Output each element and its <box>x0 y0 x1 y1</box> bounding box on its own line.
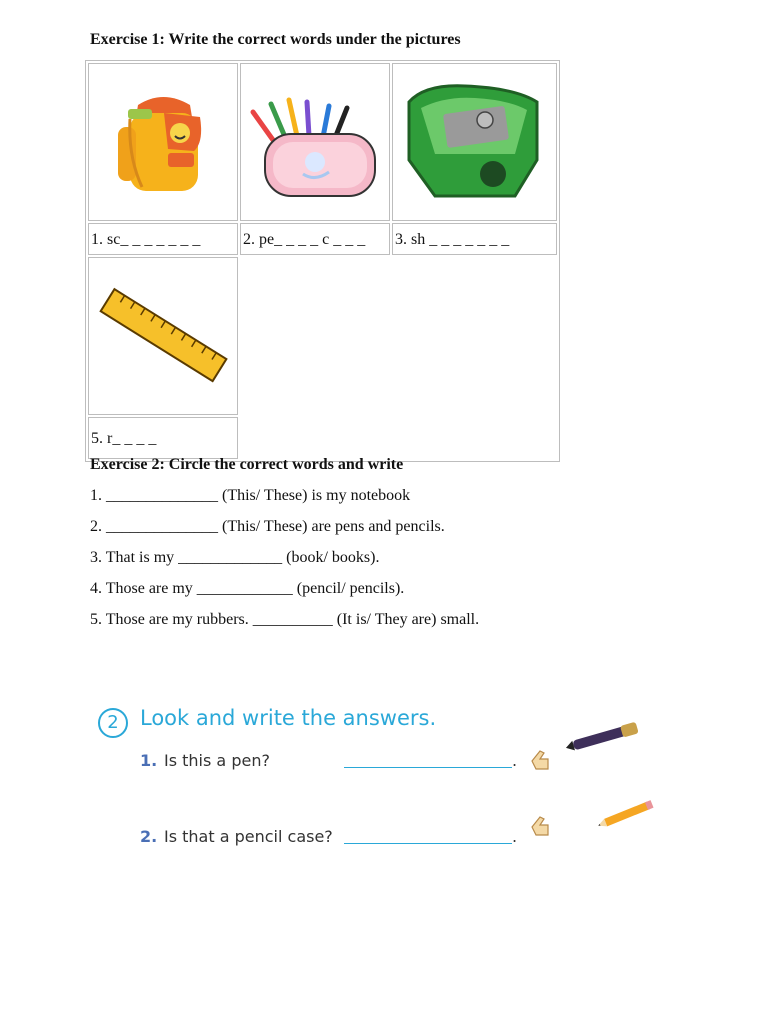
question-text-1: Is this a pen? <box>164 751 270 770</box>
exercise2-title: Exercise 2: Circle the correct words and write <box>90 456 404 473</box>
question-end-1: . <box>512 751 518 770</box>
empty-cell <box>240 257 390 415</box>
answer-line-1 <box>344 767 512 768</box>
pencil-case-cell <box>240 63 390 221</box>
exercise2-line-3: 3. That is my _____________ (book/ books). <box>90 549 380 566</box>
item-label-3: 3. sh _ _ _ _ _ _ _ <box>392 223 557 255</box>
question-number-1: 1. <box>140 751 158 770</box>
pointing-hand-icon <box>528 747 552 773</box>
item-label-5: 5. r_ _ _ _ <box>88 417 238 459</box>
ruler-icon <box>93 276 233 396</box>
pencil-case-icon <box>243 82 388 202</box>
exercise2-line-4: 4. Those are my ____________ (pencil/ pencils). <box>90 580 405 597</box>
question-end-2: . <box>512 827 518 846</box>
picture-table <box>85 60 560 462</box>
answer-line-2 <box>344 843 512 844</box>
sharpener-cell <box>392 63 557 221</box>
textbook-exercise <box>86 703 678 855</box>
empty-cell <box>240 417 390 459</box>
question-text-2: Is that a pencil case? <box>164 827 333 846</box>
exercise-number-badge: 2 <box>98 708 128 738</box>
exercise2-line-1: 1. ______________ (This/ These) is my notebook <box>90 487 411 504</box>
item-label-2: 2. pe_ _ _ _ c _ _ _ <box>240 223 390 255</box>
ruler-cell <box>88 257 238 415</box>
empty-cell <box>392 257 557 415</box>
pointing-hand-icon <box>528 813 552 839</box>
school-bag-icon <box>108 87 218 197</box>
exercise2-line-2: 2. ______________ (This/ These) are pens and pencils. <box>90 518 445 535</box>
school-bag-cell <box>88 63 238 221</box>
pencil-sharpener-icon <box>405 80 545 204</box>
textbook-title: Look and write the answers. <box>140 706 437 730</box>
pen-icon <box>564 717 650 753</box>
exercise1-title: Exercise 1: Write the correct words under the pictures <box>90 31 461 48</box>
question-number-2: 2. <box>140 827 158 846</box>
exercise2-line-5: 5. Those are my rubbers. __________ (It is/ They are) small. <box>90 611 480 628</box>
empty-cell <box>392 417 557 459</box>
pencil-icon <box>594 799 660 829</box>
item-label-1: 1. sc_ _ _ _ _ _ _ <box>88 223 238 255</box>
